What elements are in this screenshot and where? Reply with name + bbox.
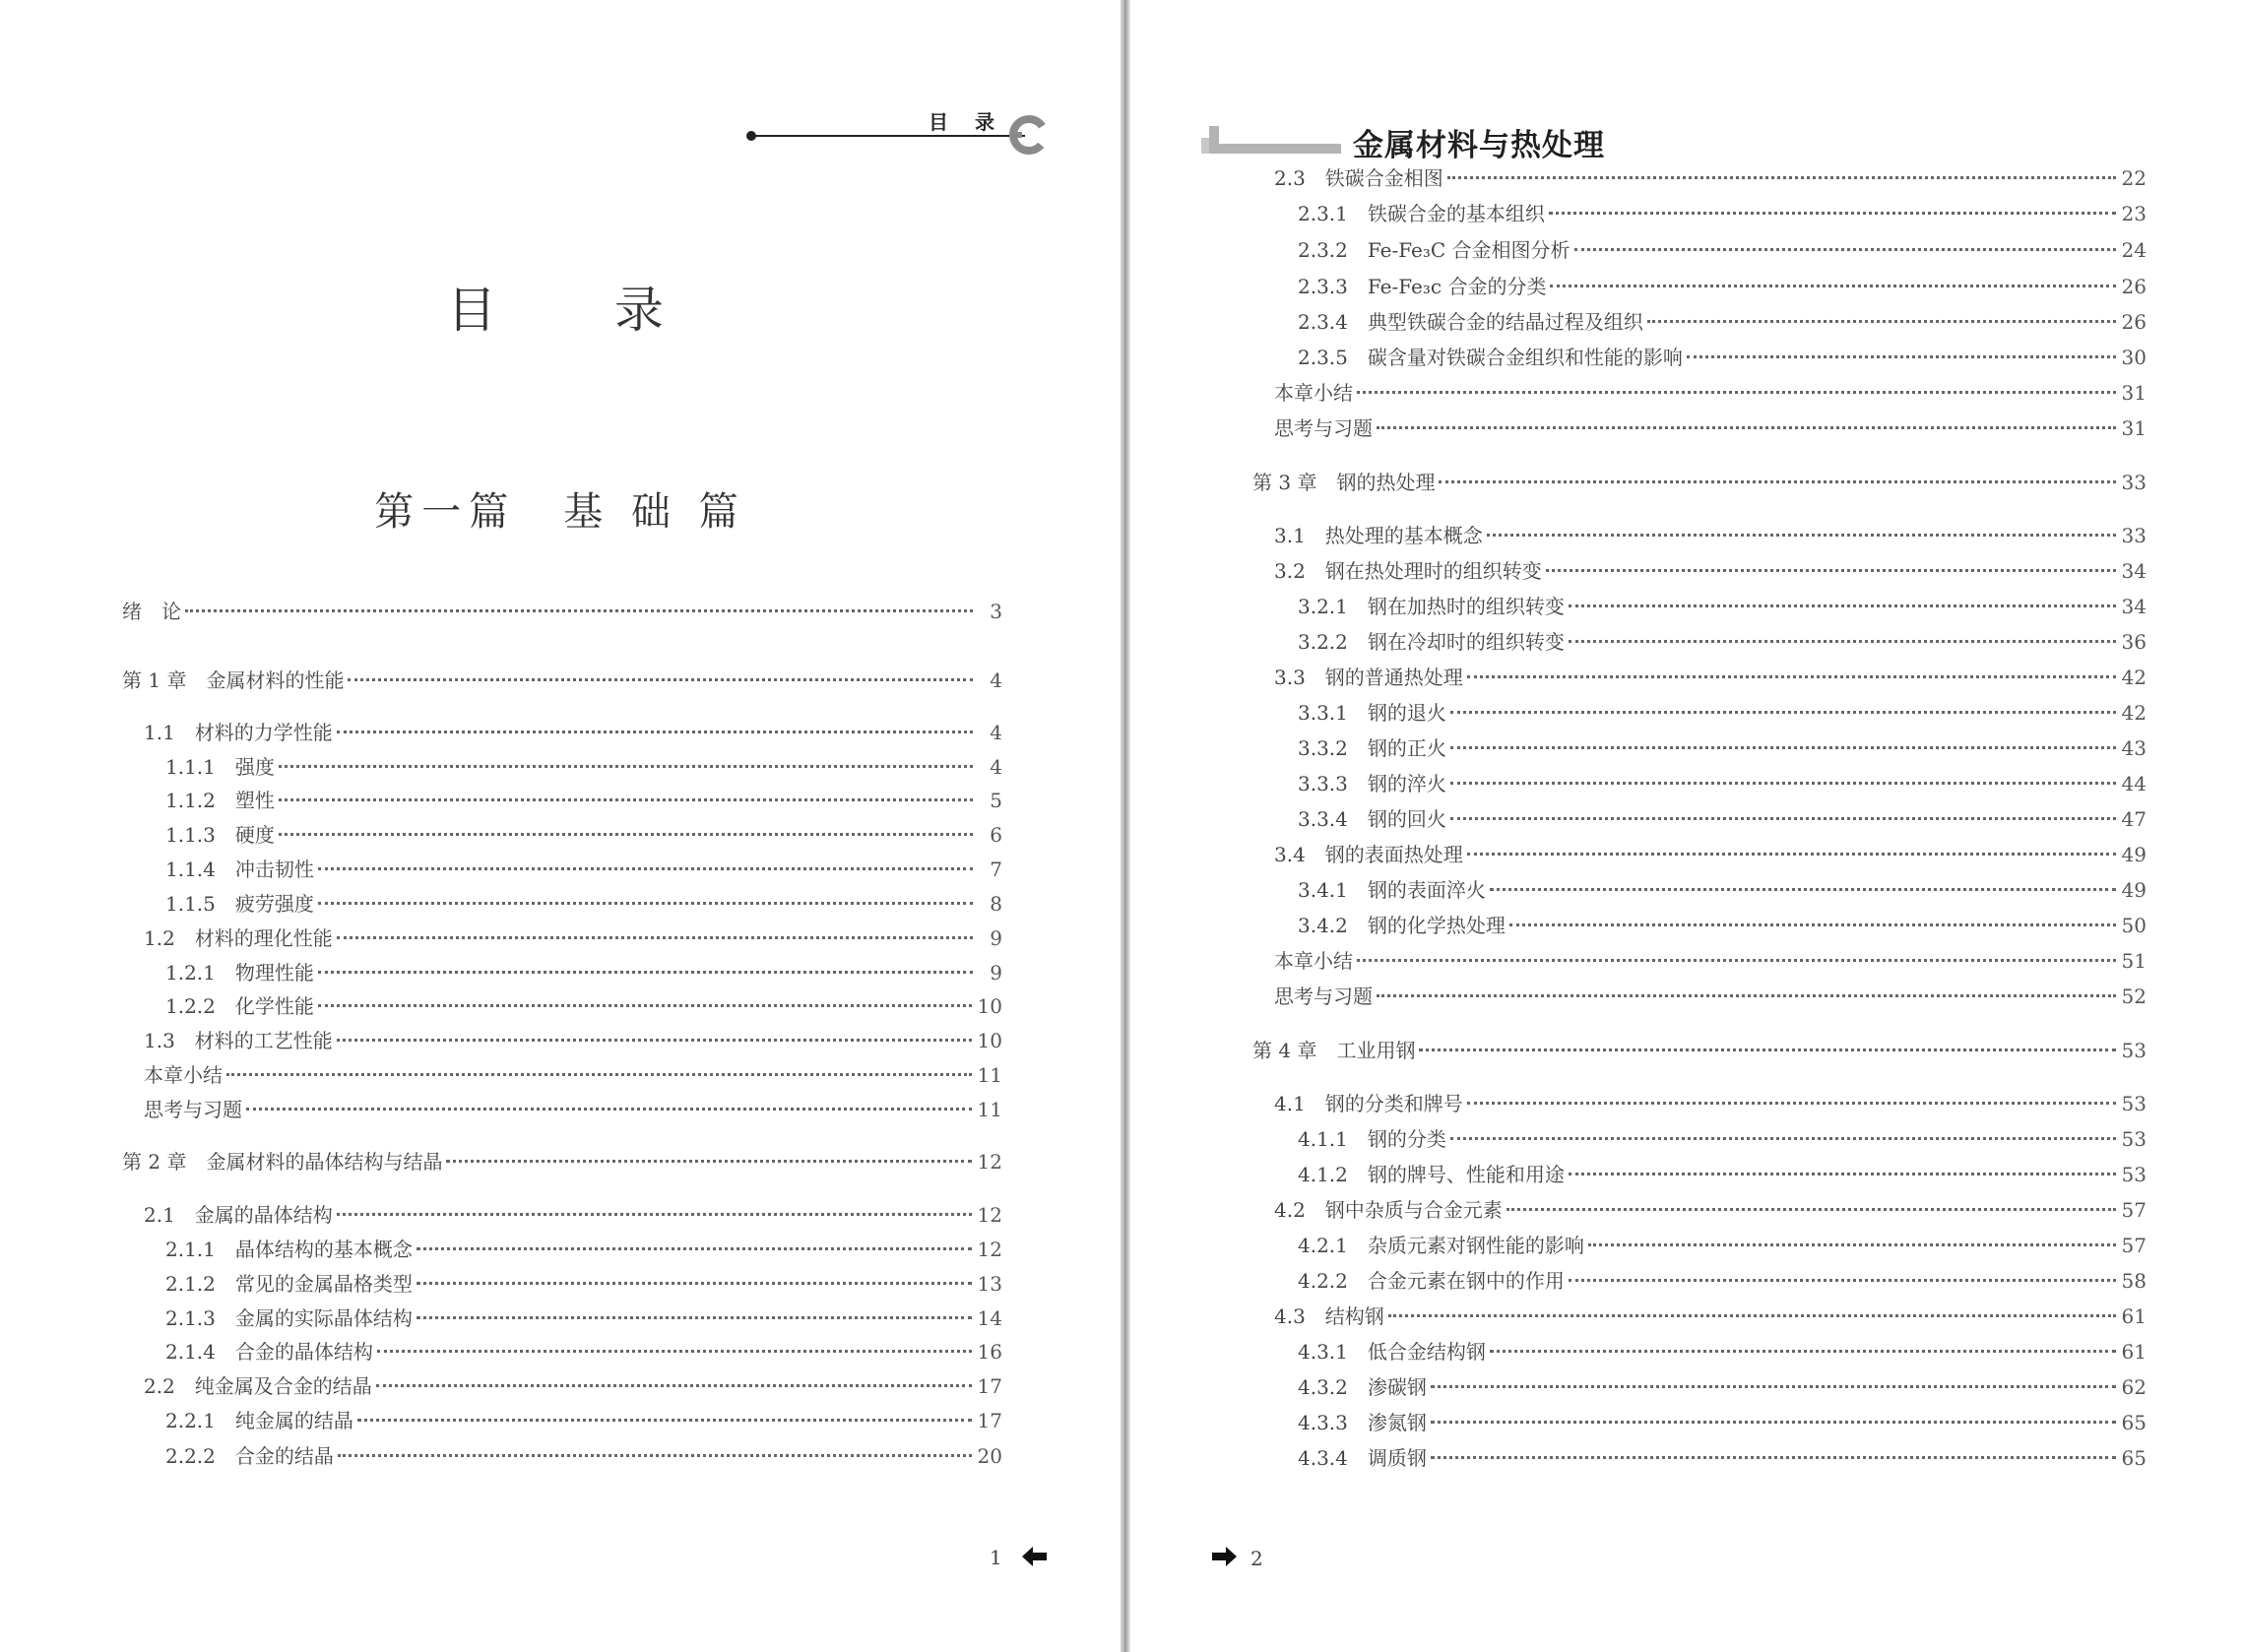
toc-entry[interactable] [1298,307,2147,337]
toc-entry[interactable] [144,1095,1002,1124]
toc-leader-dots [446,1160,971,1163]
toc-entry[interactable] [122,1147,1002,1176]
toc-entry[interactable] [1298,804,2147,834]
toc-entry-page: 33 [2121,524,2147,547]
toc-entry-label: 本章小结 [1274,949,1353,973]
toc-leader-dots [338,1454,972,1457]
toc-entry-page: 47 [2121,807,2147,831]
toc-entry-label: 2.1.2 常见的金属晶格类型 [165,1272,413,1296]
toc-entry-label: 3.3.4 钢的回火 [1298,807,1446,831]
toc-leader-dots [1490,1350,2116,1353]
toc-entry-label: 2.3 铁碳合金相图 [1274,166,1443,190]
toc-entry-page: 62 [2121,1375,2147,1399]
toc-entry-page: 5 [990,789,1002,812]
toc-leader-dots [1419,1048,2115,1051]
toc-entry-label: 第 3 章 钢的热处理 [1252,471,1436,494]
toc-leader-dots [1550,285,2115,287]
toc-entry-page: 6 [990,823,1002,847]
toc-leader-dots [1546,569,2116,572]
toc-leader-dots [348,678,973,681]
toc-entry[interactable] [165,1303,1002,1333]
toc-entry-page: 53 [2121,1092,2147,1115]
toc-leader-dots [1549,212,2116,215]
toc-entry[interactable] [165,1441,1002,1471]
toc-leader-dots [1588,1243,2116,1246]
header-bar-notch [1201,138,1209,154]
toc-entry[interactable] [1298,1337,2147,1366]
toc-entry-page: 23 [2121,202,2147,225]
toc-entry[interactable] [165,786,1002,815]
toc-entry[interactable] [1298,1443,2147,1473]
right-arrow-icon[interactable] [1211,1546,1237,1567]
toc-entry-page: 31 [2121,381,2147,405]
toc-entry-label: 1.2.1 物理性能 [165,961,314,985]
toc-entry-page: 34 [2121,595,2147,618]
toc-entry-label: 2.2.2 合金的结晶 [165,1444,334,1468]
toc-entry[interactable] [1274,1302,2147,1331]
toc-entry-page: 3 [990,600,1002,623]
toc-leader-dots [1450,711,2116,714]
page-number: 2 [1250,1547,1263,1570]
toc-leader-dots [318,1004,972,1007]
toc-leader-dots [1569,604,2116,607]
toc-entry[interactable] [165,820,1002,850]
toc-entry-label: 本章小结 [144,1063,223,1087]
toc-entry-label: 3.4 钢的表面热处理 [1274,843,1463,866]
toc-leader-dots [1490,888,2116,891]
toc-entry[interactable] [1274,413,2147,443]
toc-entry-page: 57 [2121,1234,2147,1257]
toc-leader-dots [337,936,973,939]
toc-entry-label: 第 2 章 金属材料的晶体结构与结晶 [122,1150,443,1174]
toc-entry-label: 3.2.1 钢在加热时的组织转变 [1298,595,1565,618]
right-header-title: 金属材料与热处理 [1353,128,1605,163]
toc-leader-dots [1569,640,2116,643]
toc-entry-label: 第 4 章 工业用钢 [1252,1039,1416,1062]
toc-entry-label: 4.3.2 渗碳钢 [1298,1375,1427,1399]
toc-entry-page: 24 [2121,238,2147,262]
toc-leader-dots [417,1247,972,1250]
toc-entry[interactable] [165,1406,1002,1435]
toc-entry-label: 3.4.2 钢的化学热处理 [1298,914,1506,937]
toc-entry-label: 1.1.2 塑性 [165,789,275,812]
toc-entry-label: 2.1.4 合金的晶体结构 [165,1340,373,1364]
toc-entry-label: 3.3.1 钢的退火 [1298,701,1446,725]
toc-entry-label: 4.3.3 渗氮钢 [1298,1411,1427,1434]
toc-leader-dots [376,1384,972,1387]
toc-entry-label: 1.1.5 疲劳强度 [165,892,314,916]
toc-leader-dots [1377,994,2116,997]
toc-entry[interactable] [165,855,1002,884]
toc-entry-page: 53 [2121,1039,2147,1062]
toc-entry[interactable] [1298,698,2147,728]
toc-leader-dots [377,1350,972,1353]
right-page [1130,0,2244,1652]
toc-leader-dots [1431,1385,2116,1388]
toc-leader-dots [1450,746,2116,749]
toc-entry-label: 第 1 章 金属材料的性能 [122,668,345,692]
toc-entry-page: 12 [977,1203,1002,1227]
toc-leader-dots [417,1282,972,1285]
toc-entry[interactable] [1274,840,2147,869]
toc-entry-page: 10 [977,1029,1002,1052]
toc-leader-dots [279,798,973,801]
toc-entry[interactable] [1274,982,2147,1011]
toc-entry-label: 4.1.1 钢的分类 [1298,1127,1446,1151]
toc-entry[interactable] [165,991,1002,1021]
toc-entry[interactable] [1274,1089,2147,1118]
toc-entry-page: 22 [2121,166,2147,190]
toc-entry-page: 13 [977,1272,1002,1296]
toc-entry[interactable] [144,1200,1002,1230]
toc-entry[interactable] [1298,1124,2147,1154]
toc-entry-page: 14 [977,1306,1002,1330]
toc-entry[interactable] [122,597,1002,626]
toc-entry-page: 65 [2121,1411,2147,1434]
toc-entry[interactable] [165,958,1002,987]
toc-leader-dots [185,609,973,612]
toc-entry-page: 4 [990,755,1002,779]
toc-entry-page: 30 [2121,346,2147,369]
toc-leader-dots [1507,1208,2116,1211]
toc-leader-dots [318,902,973,905]
toc-entry-label: 2.3.4 典型铁碳合金的结晶过程及组织 [1298,310,1643,334]
toc-entry-page: 58 [2121,1269,2147,1293]
toc-entry[interactable] [1298,199,2147,228]
toc-entry[interactable] [165,1337,1002,1366]
toc-entry-label: 4.2.2 合金元素在钢中的作用 [1298,1269,1565,1293]
toc-entry-page: 31 [2121,416,2147,440]
toc-leader-dots [1467,675,2116,678]
toc-leader-dots [318,867,973,870]
toc-entry-page: 44 [2121,772,2147,795]
toc-leader-dots [1450,1137,2116,1140]
toc-entry-page: 51 [2121,949,2147,973]
toc-entry-page: 10 [977,994,1002,1018]
toc-entry[interactable] [1298,272,2147,301]
toc-leader-dots [226,1073,972,1076]
toc-entry-label: 1.2 材料的理化性能 [144,926,333,950]
toc-leader-dots [1447,176,2116,179]
toc-entry-page: 9 [990,926,1002,950]
toc-entry[interactable] [144,718,1002,747]
left-page [0,0,1121,1652]
toc-entry-page: 49 [2121,878,2147,902]
toc-entry-label: 本章小结 [1274,381,1353,405]
toc-entry-page: 61 [2121,1304,2147,1328]
toc-entry-page: 12 [977,1238,1002,1261]
toc-entry-label: 思考与习题 [1274,416,1373,440]
toc-entry[interactable] [1298,769,2147,798]
toc-entry-page: 43 [2121,736,2147,760]
toc-entry[interactable] [1298,592,2147,621]
toc-entry[interactable] [1274,521,2147,550]
toc-leader-dots [1569,1279,2116,1282]
toc-entry[interactable] [1252,468,2147,497]
toc-entry-label: 3.3.2 钢的正火 [1298,736,1446,760]
toc-entry-page: 57 [2121,1198,2147,1222]
toc-entry-label: 3.3.3 钢的淬火 [1298,772,1446,795]
toc-entry-page: 16 [977,1340,1002,1364]
toc-entry[interactable] [122,666,1002,695]
toc-leader-dots [1388,1314,2116,1317]
toc-entry-page: 53 [2121,1163,2147,1186]
page-number: 1 [990,1546,1002,1569]
toc-entry-label: 4.3 结构钢 [1274,1304,1384,1328]
toc-leader-dots [1357,959,2116,962]
toc-entry-label: 2.3.1 铁碳合金的基本组织 [1298,202,1545,225]
toc-entry-label: 2.3.5 碳含量对铁碳合金组织和性能的影响 [1298,346,1683,369]
toc-entry-page: 36 [2121,630,2147,654]
toc-entry-page: 61 [2121,1340,2147,1364]
toc-entry-label: 3.1 热处理的基本概念 [1274,524,1483,547]
header-bar [1213,144,1341,154]
toc-entry-label: 2.3.2 Fe-Fe₃C 合金相图分析 [1298,238,1571,262]
toc-entry[interactable] [1298,1408,2147,1437]
toc-entry-label: 2.3.3 Fe-Fe₃c 合金的分类 [1298,275,1547,298]
toc-entry-label: 思考与习题 [1274,985,1373,1008]
toc-entry-label: 1.2.2 化学性能 [165,994,314,1018]
toc-entry[interactable] [1274,163,2147,193]
toc-entry-page: 42 [2121,666,2147,689]
toc-entry-page: 17 [977,1374,1002,1398]
toc-entry[interactable] [165,889,1002,919]
toc-entry-page: 11 [977,1063,1002,1087]
toc-leader-dots [318,971,973,974]
toc-entry-label: 绪 论 [122,600,181,623]
toc-title-char-2: 录 [614,282,673,339]
toc-entry-page: 34 [2121,559,2147,583]
toc-leader-dots [1377,426,2116,429]
toc-entry[interactable] [1252,1036,2147,1065]
toc-entry[interactable] [144,1371,1002,1401]
toc-title-char-1: 目 [447,282,506,339]
toc-entry-label: 4.1.2 钢的牌号、性能和用途 [1298,1163,1565,1186]
toc-entry-label: 2.1.1 晶体结构的基本概念 [165,1238,413,1261]
toc-entry-page: 8 [990,892,1002,916]
toc-leader-dots [1574,248,2116,251]
toc-entry-label: 1.1.1 强度 [165,755,275,779]
toc-entry[interactable] [1298,1372,2147,1402]
toc-entry-label: 1.1 材料的力学性能 [144,721,333,744]
toc-leader-dots [1467,1102,2116,1105]
toc-entry-page: 17 [977,1409,1002,1432]
toc-leader-dots [246,1108,972,1111]
toc-entry[interactable] [144,1060,1002,1090]
toc-entry[interactable] [165,1269,1002,1299]
toc-entry-label: 4.2.1 杂质元素对钢性能的影响 [1298,1234,1584,1257]
toc-entry-label: 2.2.1 纯金属的结晶 [165,1409,353,1432]
toc-entry-label: 4.1 钢的分类和牌号 [1274,1092,1463,1115]
toc-leader-dots [1431,1456,2116,1459]
toc-entry-page: 42 [2121,701,2147,725]
toc-entry-label: 4.3.4 调质钢 [1298,1446,1427,1470]
toc-entry[interactable] [165,1235,1002,1264]
toc-leader-dots [357,1419,972,1422]
toc-entry-page: 53 [2121,1127,2147,1151]
toc-entry-label: 3.2 钢在热处理时的组织转变 [1274,559,1542,583]
toc-leader-dots [1467,853,2116,856]
toc-leader-dots [417,1316,972,1319]
toc-entry-label: 3.2.2 钢在冷却时的组织转变 [1298,630,1565,654]
toc-leader-dots [337,731,973,733]
toc-entry-label: 4.2 钢中杂质与合金元素 [1274,1198,1503,1222]
toc-entry-page: 20 [977,1444,1002,1468]
toc-title [0,271,1121,342]
toc-entry-page: 65 [2121,1446,2147,1470]
toc-entry[interactable] [1298,911,2147,940]
toc-entry-page: 7 [990,858,1002,881]
toc-entry[interactable] [1274,378,2147,408]
toc-entry-label: 1.3 材料的工艺性能 [144,1029,333,1052]
toc-leader-dots [1450,817,2116,820]
toc-entry-page: 52 [2121,985,2147,1008]
toc-entry[interactable] [165,752,1002,782]
toc-entry[interactable] [144,1026,1002,1055]
toc-entry-page: 33 [2121,471,2147,494]
toc-leader-dots [1509,923,2116,926]
toc-leader-dots [1569,1173,2116,1175]
toc-entry-label: 思考与习题 [144,1098,242,1121]
toc-entry[interactable] [1298,875,2147,905]
left-header-title: 目 录 [929,110,1004,134]
toc-entry[interactable] [1274,1195,2147,1225]
toc-leader-dots [1687,355,2116,358]
toc-entry[interactable] [1298,733,2147,763]
toc-entry-page: 50 [2121,914,2147,937]
toc-entry-page: 11 [977,1098,1002,1121]
toc-entry-label: 3.4.1 钢的表面淬火 [1298,878,1486,902]
toc-leader-dots [279,833,973,836]
toc-entry-page: 4 [990,668,1002,692]
toc-entry-page: 4 [990,721,1002,744]
toc-entry-label: 2.1 金属的晶体结构 [144,1203,333,1227]
toc-entry-page: 9 [990,961,1002,985]
toc-leader-dots [1647,320,2116,323]
toc-leader-dots [1357,391,2116,394]
toc-leader-dots [337,1039,972,1042]
toc-entry[interactable] [1298,1160,2147,1189]
toc-entry-label: 1.1.4 冲击韧性 [165,858,314,881]
toc-entry[interactable] [1274,946,2147,976]
toc-entry-page: 26 [2121,275,2147,298]
toc-entry[interactable] [1298,235,2147,265]
toc-entry-label: 2.2 纯金属及合金的结晶 [144,1374,372,1398]
toc-entry-label: 3.3 钢的普通热处理 [1274,666,1463,689]
c-logo-icon [1008,114,1050,156]
book-spine [1121,0,1130,1652]
toc-entry[interactable] [1298,1266,2147,1296]
toc-entry[interactable] [1298,343,2147,372]
toc-entry-page: 26 [2121,310,2147,334]
toc-leader-dots [279,765,973,768]
toc-entry[interactable] [1298,1231,2147,1260]
toc-entry[interactable] [1274,556,2147,586]
toc-entry-page: 49 [2121,843,2147,866]
left-arrow-icon[interactable] [1022,1546,1048,1567]
toc-leader-dots [1439,480,2115,483]
toc-entry[interactable] [1274,663,2147,692]
toc-entry-label: 4.3.1 低合金结构钢 [1298,1340,1486,1364]
toc-leader-dots [337,1213,972,1216]
toc-leader-dots [1450,782,2116,785]
toc-entry-page: 12 [977,1150,1002,1174]
toc-leader-dots [1431,1421,2116,1424]
toc-entry[interactable] [1298,627,2147,657]
header-rule [751,135,1025,137]
toc-entry-label: 1.1.3 硬度 [165,823,275,847]
toc-entry-label: 2.1.3 金属的实际晶体结构 [165,1306,413,1330]
toc-entry[interactable] [144,923,1002,953]
toc-leader-dots [1487,534,2116,537]
part-title: 第一篇 基 础 篇 [374,489,746,535]
